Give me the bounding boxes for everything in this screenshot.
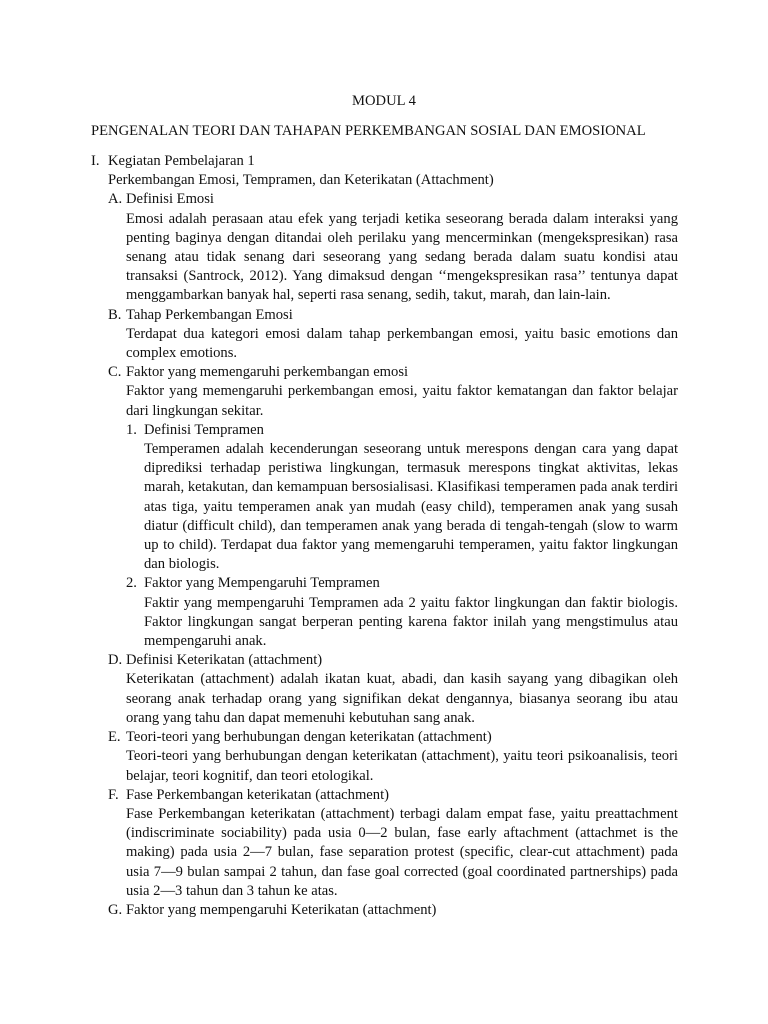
item-c2-heading-text: Faktor yang Mempengaruhi Tempramen xyxy=(144,575,380,592)
item-c1-paragraph: Temperamen adalah kecenderungan seseorang untuk merespons dengan cara yang dapat diprediksi terhadap peristiwa lingkungan, termasuk merespons tingkat aktivitas, lekas marah, ketakutan, dan kemampuan bersosialisasi. Klasifikasi temperamen pada anak terdiri atas tiga, yaitu temperamen anak yan mudah (easy child), temperamen anak yang susah diatur (difficult child), dan temperamen anak yang berada di tengah-tengah (slow to warm up to child). Terdapat dua faktor yang memengaruhi temperamen, yaitu faktor lingkungan dan biologis. xyxy=(144,441,678,573)
item-b-paragraph: Terdapat dua kategori emosi dalam tahap perkembangan emosi, yaitu basic emotions dan complex emotions. xyxy=(126,325,678,362)
item-a-letter: A. xyxy=(108,191,123,208)
section-heading xyxy=(0,152,768,171)
item-c-heading-text: Faktor yang memengaruhi perkembangan emosi xyxy=(126,364,409,381)
item-c1-number: 1. xyxy=(126,421,137,438)
item-d-letter: D. xyxy=(108,652,123,669)
item-f-heading xyxy=(0,786,768,805)
item-g-heading xyxy=(0,901,768,920)
module-title: MODUL 4 xyxy=(352,93,416,109)
section-subheading: Perkembangan Emosi, Tempramen, dan Keterikatan (Attachment) xyxy=(108,172,494,189)
item-d-heading-text: Definisi Keterikatan (attachment) xyxy=(126,652,323,669)
item-f-heading-text: Fase Perkembangan keterikatan (attachment) xyxy=(126,786,389,803)
item-c2-paragraph: Faktir yang mempengaruhi Tempramen ada 2 yaitu faktor lingkungan dan faktir biologis. Faktor lingkungan sangat berperan penting karena faktor inilah yang mengstimulus atau mempengaruhi anak. xyxy=(144,594,678,650)
item-g-heading-text: Faktor yang mempengaruhi Keterikatan (attachment) xyxy=(126,901,437,918)
item-b-heading xyxy=(0,306,768,325)
item-b-letter: B. xyxy=(108,306,122,323)
item-e-heading xyxy=(0,728,768,747)
document-body xyxy=(0,152,768,920)
item-c-heading xyxy=(0,363,768,382)
item-e-heading-text: Teori-teori yang berhubungan dengan keterikatan (attachment) xyxy=(126,729,492,746)
item-c-letter: C. xyxy=(108,364,122,381)
item-c-paragraph: Faktor yang memengaruhi perkembangan emosi, yaitu faktor kematangan dan faktor belajar dari lingkungan sekitar. xyxy=(126,383,678,419)
item-f-letter: F. xyxy=(108,786,119,803)
item-e-paragraph: Teori-teori yang berhubungan dengan keterikatan (attachment), yaitu teori psikoanalisis, teori belajar, teori kognitif, dan teori etologikal. xyxy=(126,748,678,784)
module-subtitle: PENGENALAN TEORI DAN TAHAPAN PERKEMBANGAN SOSIAL DAN EMOSIONAL xyxy=(91,123,646,139)
item-e-letter: E. xyxy=(108,729,121,746)
item-g-letter: G. xyxy=(108,901,123,918)
item-f-paragraph: Fase Perkembangan keterikatan (attachment) terbagi dalam empat fase, yaitu preattachment (indiscriminate sociability) pada usia 0—2 bulan, fase early aftachment (attachmet is the making) pada usia 2—7 bulan, fase separation protest (specific, clear-cut attachment) pada usia 7—9 bulan sampai 2 tahun, dan fase goal corrected (goal coordinated partnerships) pada usia 2—3 tahun dan 3 tahun ke atas. xyxy=(126,805,678,899)
item-a-heading xyxy=(0,190,768,209)
item-d-heading xyxy=(0,651,768,670)
section-heading-text: Kegiatan Pembelajaran 1 xyxy=(108,153,255,169)
item-b-heading-text: Tahap Perkembangan Emosi xyxy=(126,306,293,323)
item-c2-heading xyxy=(0,574,768,593)
item-a-heading-text: Definisi Emosi xyxy=(126,191,214,208)
section-number: I. xyxy=(91,153,100,169)
item-c2-number: 2. xyxy=(126,575,137,592)
item-a-paragraph: Emosi adalah perasaan atau efek yang terjadi ketika seseorang berada dalam interaksi yang penting baginya dengan ditandai oleh perilaku yang mencerminkan (mengekspresikan) rasa senang atau tidak senang dari seseorang yang sedang berada dalam suatu kondisi atau transaksi (Santrock, 2012). Yang dimaksud dengan ‘‘mengekspresikan rasa’’ tentunya dapat menggambarkan banyak hal, seperti rasa senang, sedih, takut, marah, dan lain-lain. xyxy=(126,210,678,304)
item-c1-heading xyxy=(0,421,768,440)
item-d-paragraph: Keterikatan (attachment) adalah ikatan kuat, abadi, dan kasih sayang yang dibagikan oleh seorang anak terhadap orang yang signifikan dekat dengannya, biasanya seorang ibu atau orang yang tahu dan dapat memenuhi kebutuhan sang anak. xyxy=(126,671,678,726)
item-c1-heading-text: Definisi Tempramen xyxy=(144,421,264,438)
